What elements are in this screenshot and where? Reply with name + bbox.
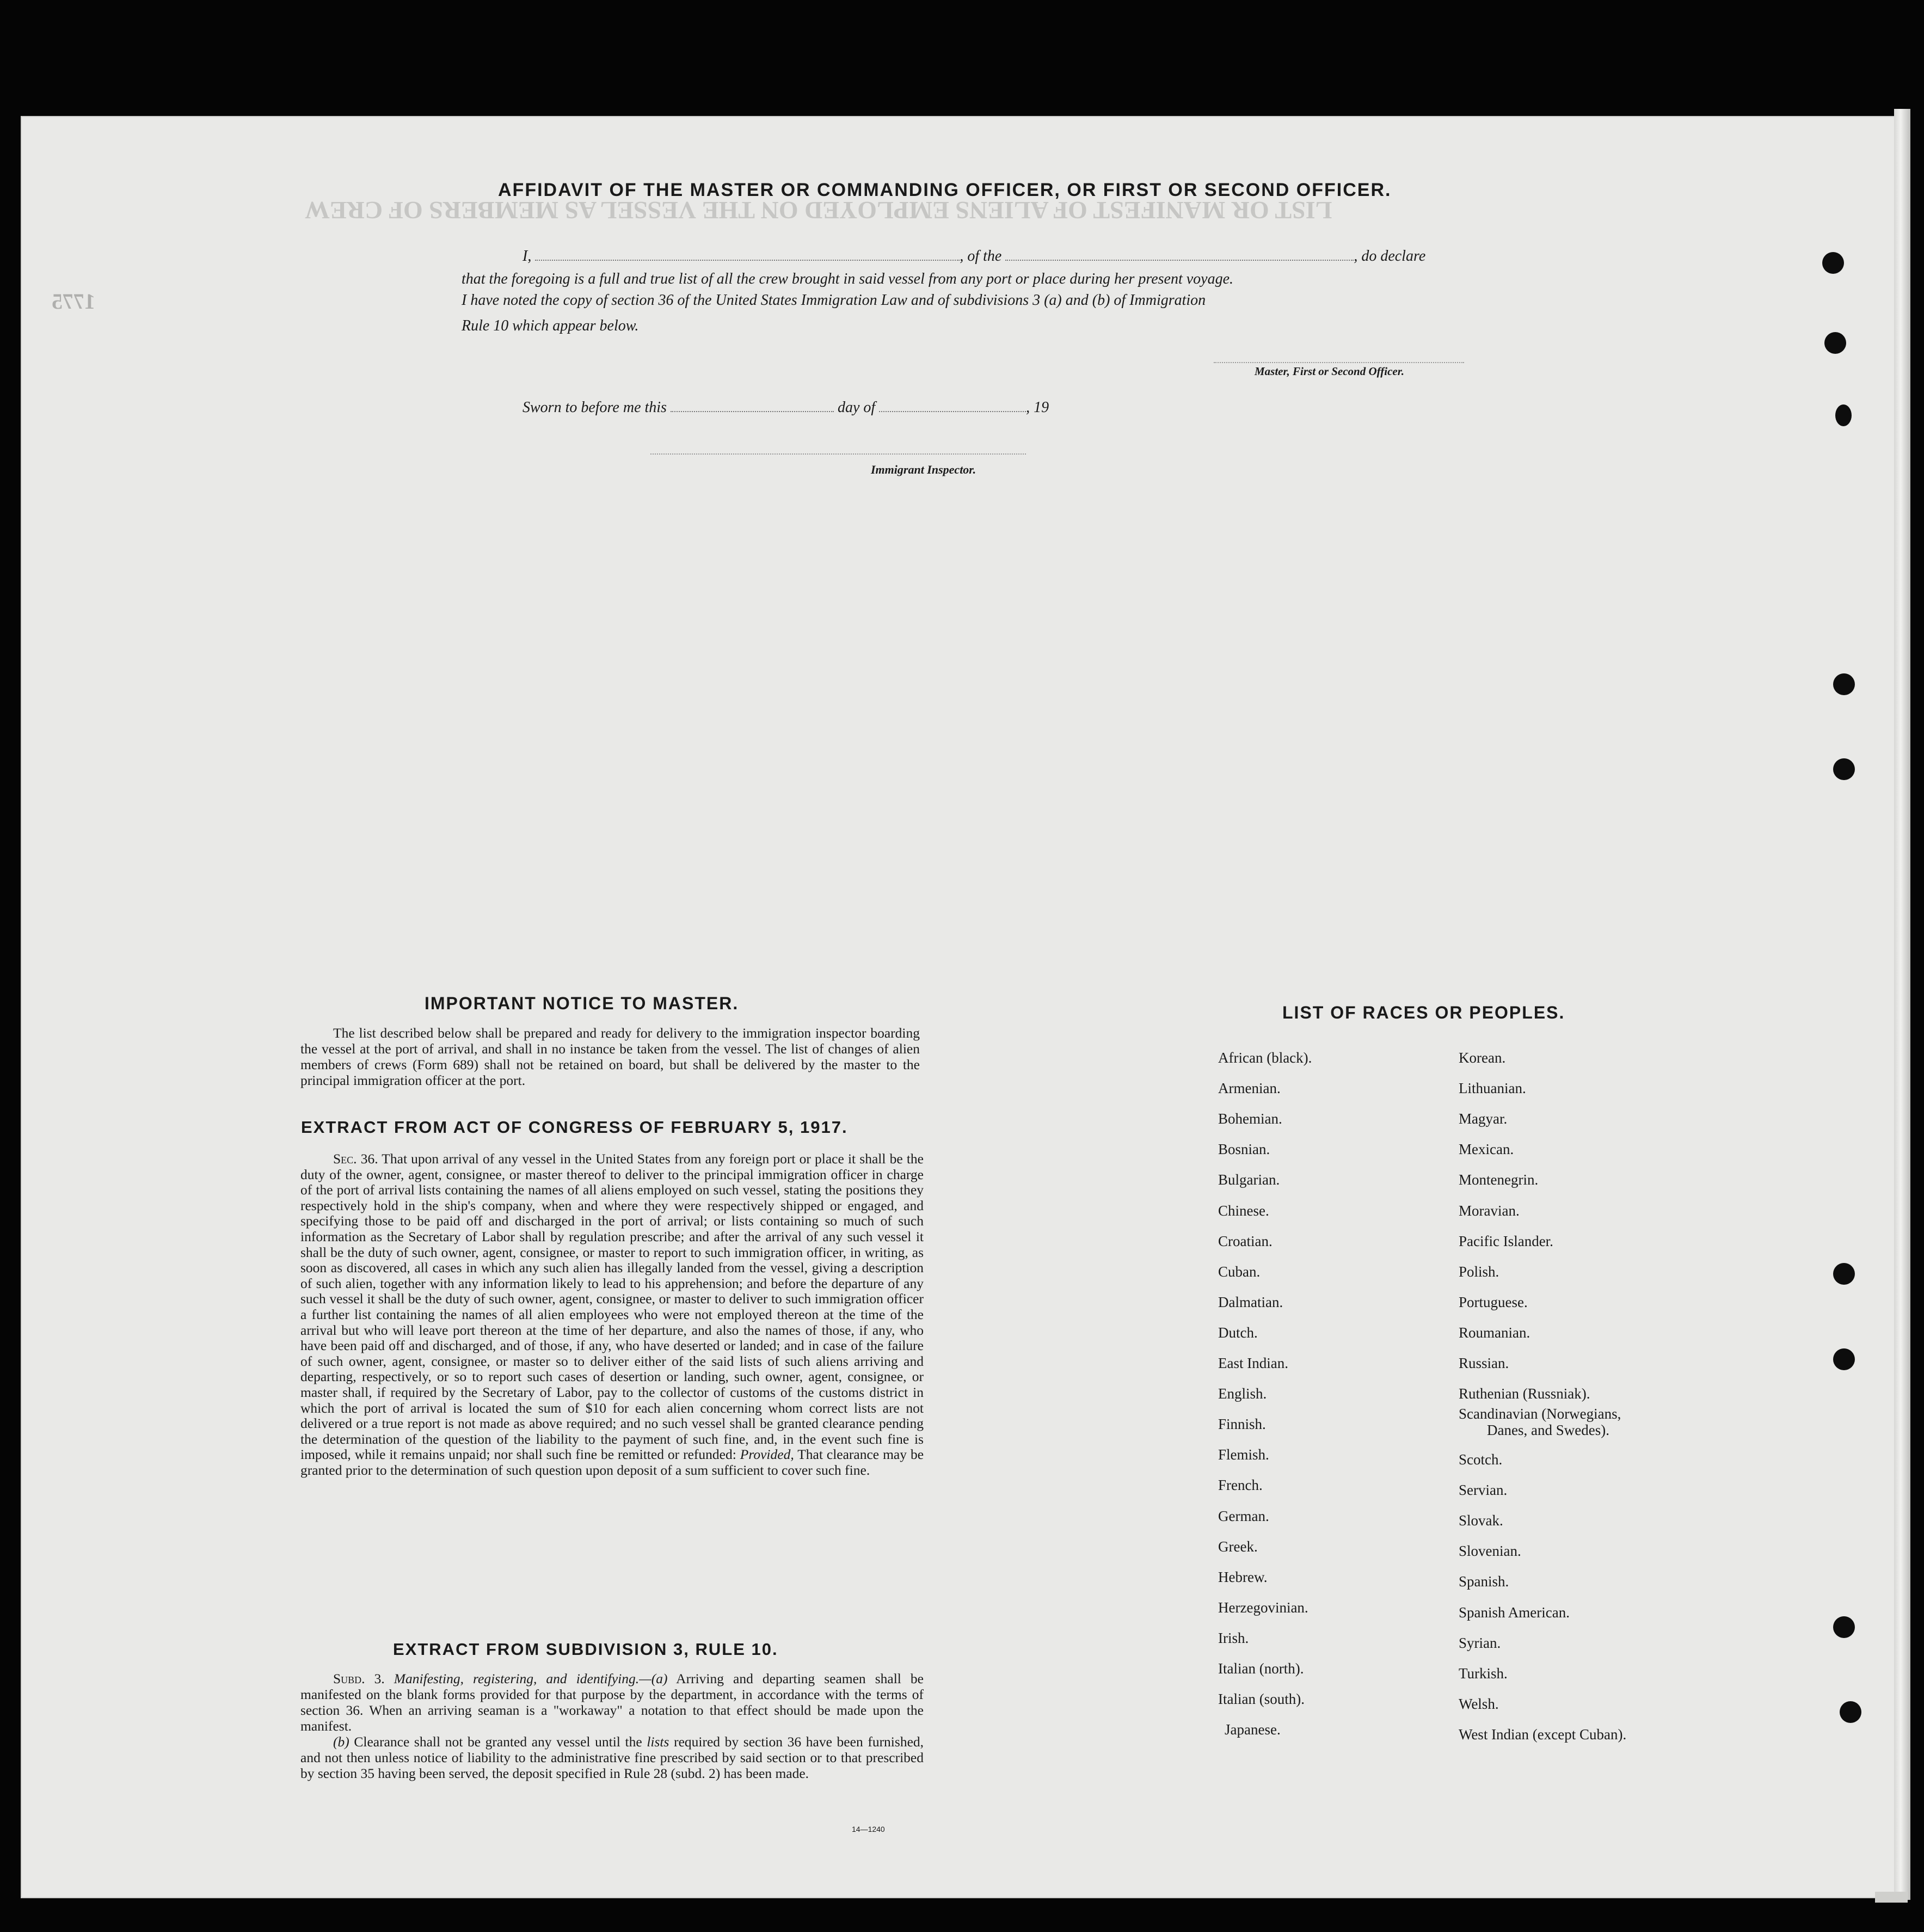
race-item: Turkish. <box>1459 1665 1508 1682</box>
affidavit-of-the: , of the <box>960 248 1002 265</box>
race-item: Italian (south). <box>1218 1691 1305 1708</box>
form-number: 14—1240 <box>852 1825 885 1833</box>
affidavit-line-4: Rule 10 which appear below. <box>462 317 639 334</box>
race-item: Japanese. <box>1225 1721 1281 1738</box>
section-36-body <box>300 1151 924 1478</box>
subd-heading: Manifesting, registering, and identifying.—(a) <box>394 1671 668 1686</box>
race-item: Slovak. <box>1459 1512 1503 1529</box>
signer-caption: Master, First or Second Officer. <box>1255 365 1404 378</box>
race-item: Syrian. <box>1459 1634 1501 1651</box>
race-item: Spanish American. <box>1459 1604 1570 1621</box>
race-item: Magyar. <box>1459 1111 1508 1127</box>
race-item: Slovenian. <box>1459 1543 1521 1560</box>
subd-label: Subd. 3. <box>333 1671 385 1686</box>
race-item: Russian. <box>1459 1355 1509 1371</box>
race-item: Dutch. <box>1218 1324 1258 1341</box>
section-36-provided: Provided, <box>740 1446 794 1463</box>
section-36-label: Sec. 36. <box>333 1151 378 1167</box>
subd-b-label: (b) <box>333 1734 349 1750</box>
punch-hole <box>1833 1616 1855 1638</box>
extract-rule-title: EXTRACT FROM SUBDIVISION 3, RULE 10. <box>393 1640 778 1659</box>
race-item: Mexican. <box>1459 1141 1514 1158</box>
race-item: Italian (north). <box>1218 1660 1304 1677</box>
notice-text: The list described below shall be prepared and ready for delivery to the immigration inspector boarding the vessel at the port of arrival, and shall in no instance be taken from the vessel. The list of changes of alien members of crews (Form 689) shall not be retained on board, but shall be delivered by the master to the principal immigration officer at the port. <box>300 1025 920 1088</box>
notice-title: IMPORTANT NOTICE TO MASTER. <box>425 993 739 1013</box>
inspector-signature-line <box>650 453 1026 455</box>
race-item: French. <box>1218 1477 1263 1494</box>
race-item: Pacific Islander. <box>1459 1232 1553 1249</box>
subd-a-text: Arriving and departing seamen shall be manifested on the blank forms provided for that purpose by the department, in accordance with the terms of section 36. When an arriving seaman is a "workaway" a notation to that effect should be made upon the manifest. <box>300 1671 924 1734</box>
punch-hole <box>1822 252 1844 274</box>
race-item: Flemish. <box>1218 1446 1269 1463</box>
section-36-text: That upon arrival of any vessel in the United States from any foreign port or place it shall be the duty of the owner, agent, consignee, or master thereof to deliver to the principal immigration officer in charge of the port of arrival lists containing the names of all aliens employed on such vessel, stating the positions they respectively hold in the ship's company, when and where they were respectively shipped or engaged, and specifying those to be paid off and discharged in the port of arrival; or lists containing so much of such information as the Secretary of Labor shall by regulation prescribe; and after the arrival of any such vessel it shall be the duty of such owner, agent, consignee, or master to report to such immigration officer, in writing, as soon as discovered, all cases in which any such alien has illegally landed from the vessel, giving a description of such alien, together with any information likely to lead to his apprehension; and before the departure of any such vessel it shall be the duty of such owner, agent, consignee, or master to deliver to such immigration officer a further list containing the names of all alien employees who were not employed thereon at the time of the arrival but who will leave port thereon at the time of her departure, and also the names of those, if any, who have been paid off and discharged, and of those, if any, who have deserted or landed; and in case of the failure of such owner, agent, consignee, or master so to deliver either of the said lists of such aliens arriving and departing, respectively, or so to report such cases of desertion or landing, such owner, agent, consignee, or master shall, if required by the Secretary of Labor, pay to the collector of customs of the customs district in which the port of arrival is located the sum of $10 for each alien concerning whom correct lists are not delivered or a true report is not made as above required; and no such vessel shall be granted clearance pending the determination of the question of the liability to the payment of such fine, and, in the event such fine is imposed, while it remains unpaid; nor shall such fine be remitted or refunded: <box>300 1151 924 1463</box>
race-item: Bosnian. <box>1218 1141 1270 1158</box>
subd-b-text-1: Clearance shall not be granted any vessel until the <box>354 1734 642 1750</box>
punch-hole <box>1835 404 1852 426</box>
subd-b-text-2: required by section 36 have been furnished, and not then unless notice of liability to the administrative fine prescribed by said section or to that prescribed by section 35 having been served, the deposit specified in Rule 28 (subd. 2) has been made. <box>300 1734 924 1781</box>
race-item: Polish. <box>1459 1263 1499 1280</box>
subdivision-3-paragraph <box>300 1671 924 1781</box>
extract-act-title: EXTRACT FROM ACT OF CONGRESS OF FEBRUARY 5, 1917. <box>301 1118 848 1137</box>
affidavit-line-1 <box>523 248 1425 265</box>
officer-name-blank <box>535 260 960 261</box>
race-item: English. <box>1218 1385 1267 1402</box>
sworn-line <box>523 399 1049 416</box>
document-page <box>22 117 1894 1897</box>
affidavit-line-3: I have noted the copy of section 36 of the United States Immigration Law and of subdivisions 3 (a) and (b) of Immigration <box>462 292 1206 309</box>
year-text: , 19 <box>1026 399 1049 416</box>
race-item: West Indian (except Cuban). <box>1459 1726 1627 1743</box>
race-item: Armenian. <box>1218 1080 1281 1097</box>
signature-line <box>1214 362 1464 363</box>
race-item: German. <box>1218 1507 1269 1524</box>
inspector-caption: Immigrant Inspector. <box>871 463 976 476</box>
sworn-day-blank <box>671 411 834 412</box>
race-item: Montenegrin. <box>1459 1172 1539 1188</box>
race-item: East Indian. <box>1218 1355 1288 1371</box>
race-item: Spanish. <box>1459 1573 1509 1590</box>
race-item: Lithuanian. <box>1459 1080 1526 1097</box>
race-item: Portuguese. <box>1459 1293 1528 1310</box>
race-item: Irish. <box>1218 1629 1249 1646</box>
bleed-through-header: LIST OR MANIFEST OF ALIENS EMPLOYED ON THE VESSEL AS MEMBERS OF CREW <box>305 197 1332 224</box>
sworn-text: Sworn to before me this <box>523 399 667 416</box>
race-item: Chinese. <box>1218 1202 1269 1219</box>
race-item: Finnish. <box>1218 1416 1266 1433</box>
subdivision-3b <box>300 1734 924 1781</box>
subdivision-3a <box>300 1671 924 1734</box>
punch-hole <box>1833 1263 1855 1285</box>
races-title: LIST OF RACES OR PEOPLES. <box>1282 1003 1565 1022</box>
affidavit-i: I, <box>523 248 532 265</box>
race-item: Dalmatian. <box>1218 1293 1283 1310</box>
affidavit-title: AFFIDAVIT OF THE MASTER OR COMMANDING OFFICER, OR FIRST OR SECOND OFFICER. <box>498 180 1392 200</box>
affidavit-line-2: that the foregoing is a full and true list of all the crew brought in said vessel from any port or place during her present voyage. <box>462 271 1234 287</box>
punch-hole <box>1840 1701 1861 1723</box>
race-item: Bohemian. <box>1218 1111 1282 1127</box>
race-item: Moravian. <box>1459 1202 1520 1219</box>
vessel-name-blank <box>1005 260 1354 261</box>
race-item: Bulgarian. <box>1218 1172 1280 1188</box>
race-item: Danes, and Swedes). <box>1487 1422 1609 1438</box>
punch-hole <box>1833 673 1855 695</box>
punch-hole <box>1833 758 1855 780</box>
race-item: Korean. <box>1459 1050 1506 1066</box>
stacked-page-corner <box>1875 1892 1908 1903</box>
race-item: Herzegovinian. <box>1218 1599 1308 1616</box>
race-item: Roumanian. <box>1459 1324 1530 1341</box>
race-item: Scotch. <box>1459 1451 1503 1468</box>
punch-hole <box>1833 1348 1855 1370</box>
notice-paragraph <box>300 1025 920 1088</box>
race-item: African (black). <box>1218 1050 1312 1066</box>
section-36-paragraph <box>300 1151 924 1478</box>
affidavit-do-declare: , do declare <box>1354 248 1426 265</box>
race-item: Servian. <box>1459 1482 1508 1499</box>
day-of-text: day of <box>837 399 876 416</box>
bleed-through-margin-number: 1775 <box>52 289 95 314</box>
race-item: Cuban. <box>1218 1263 1261 1280</box>
race-item: Croatian. <box>1218 1232 1273 1249</box>
subd-b-lists: lists <box>647 1734 669 1750</box>
stacked-page-edge <box>1894 109 1910 1900</box>
race-item: Hebrew. <box>1218 1568 1268 1585</box>
punch-hole <box>1824 332 1846 354</box>
race-item: Scandinavian (Norwegians, <box>1459 1406 1621 1422</box>
section-36-text-end: That clearance may be granted prior to the determination of such question upon deposit of a sum sufficient to cover such fine. <box>300 1446 924 1478</box>
race-item: Ruthenian (Russniak). <box>1459 1385 1590 1402</box>
race-item: Greek. <box>1218 1538 1258 1555</box>
race-item: Welsh. <box>1459 1695 1499 1712</box>
sworn-month-blank <box>879 411 1026 412</box>
